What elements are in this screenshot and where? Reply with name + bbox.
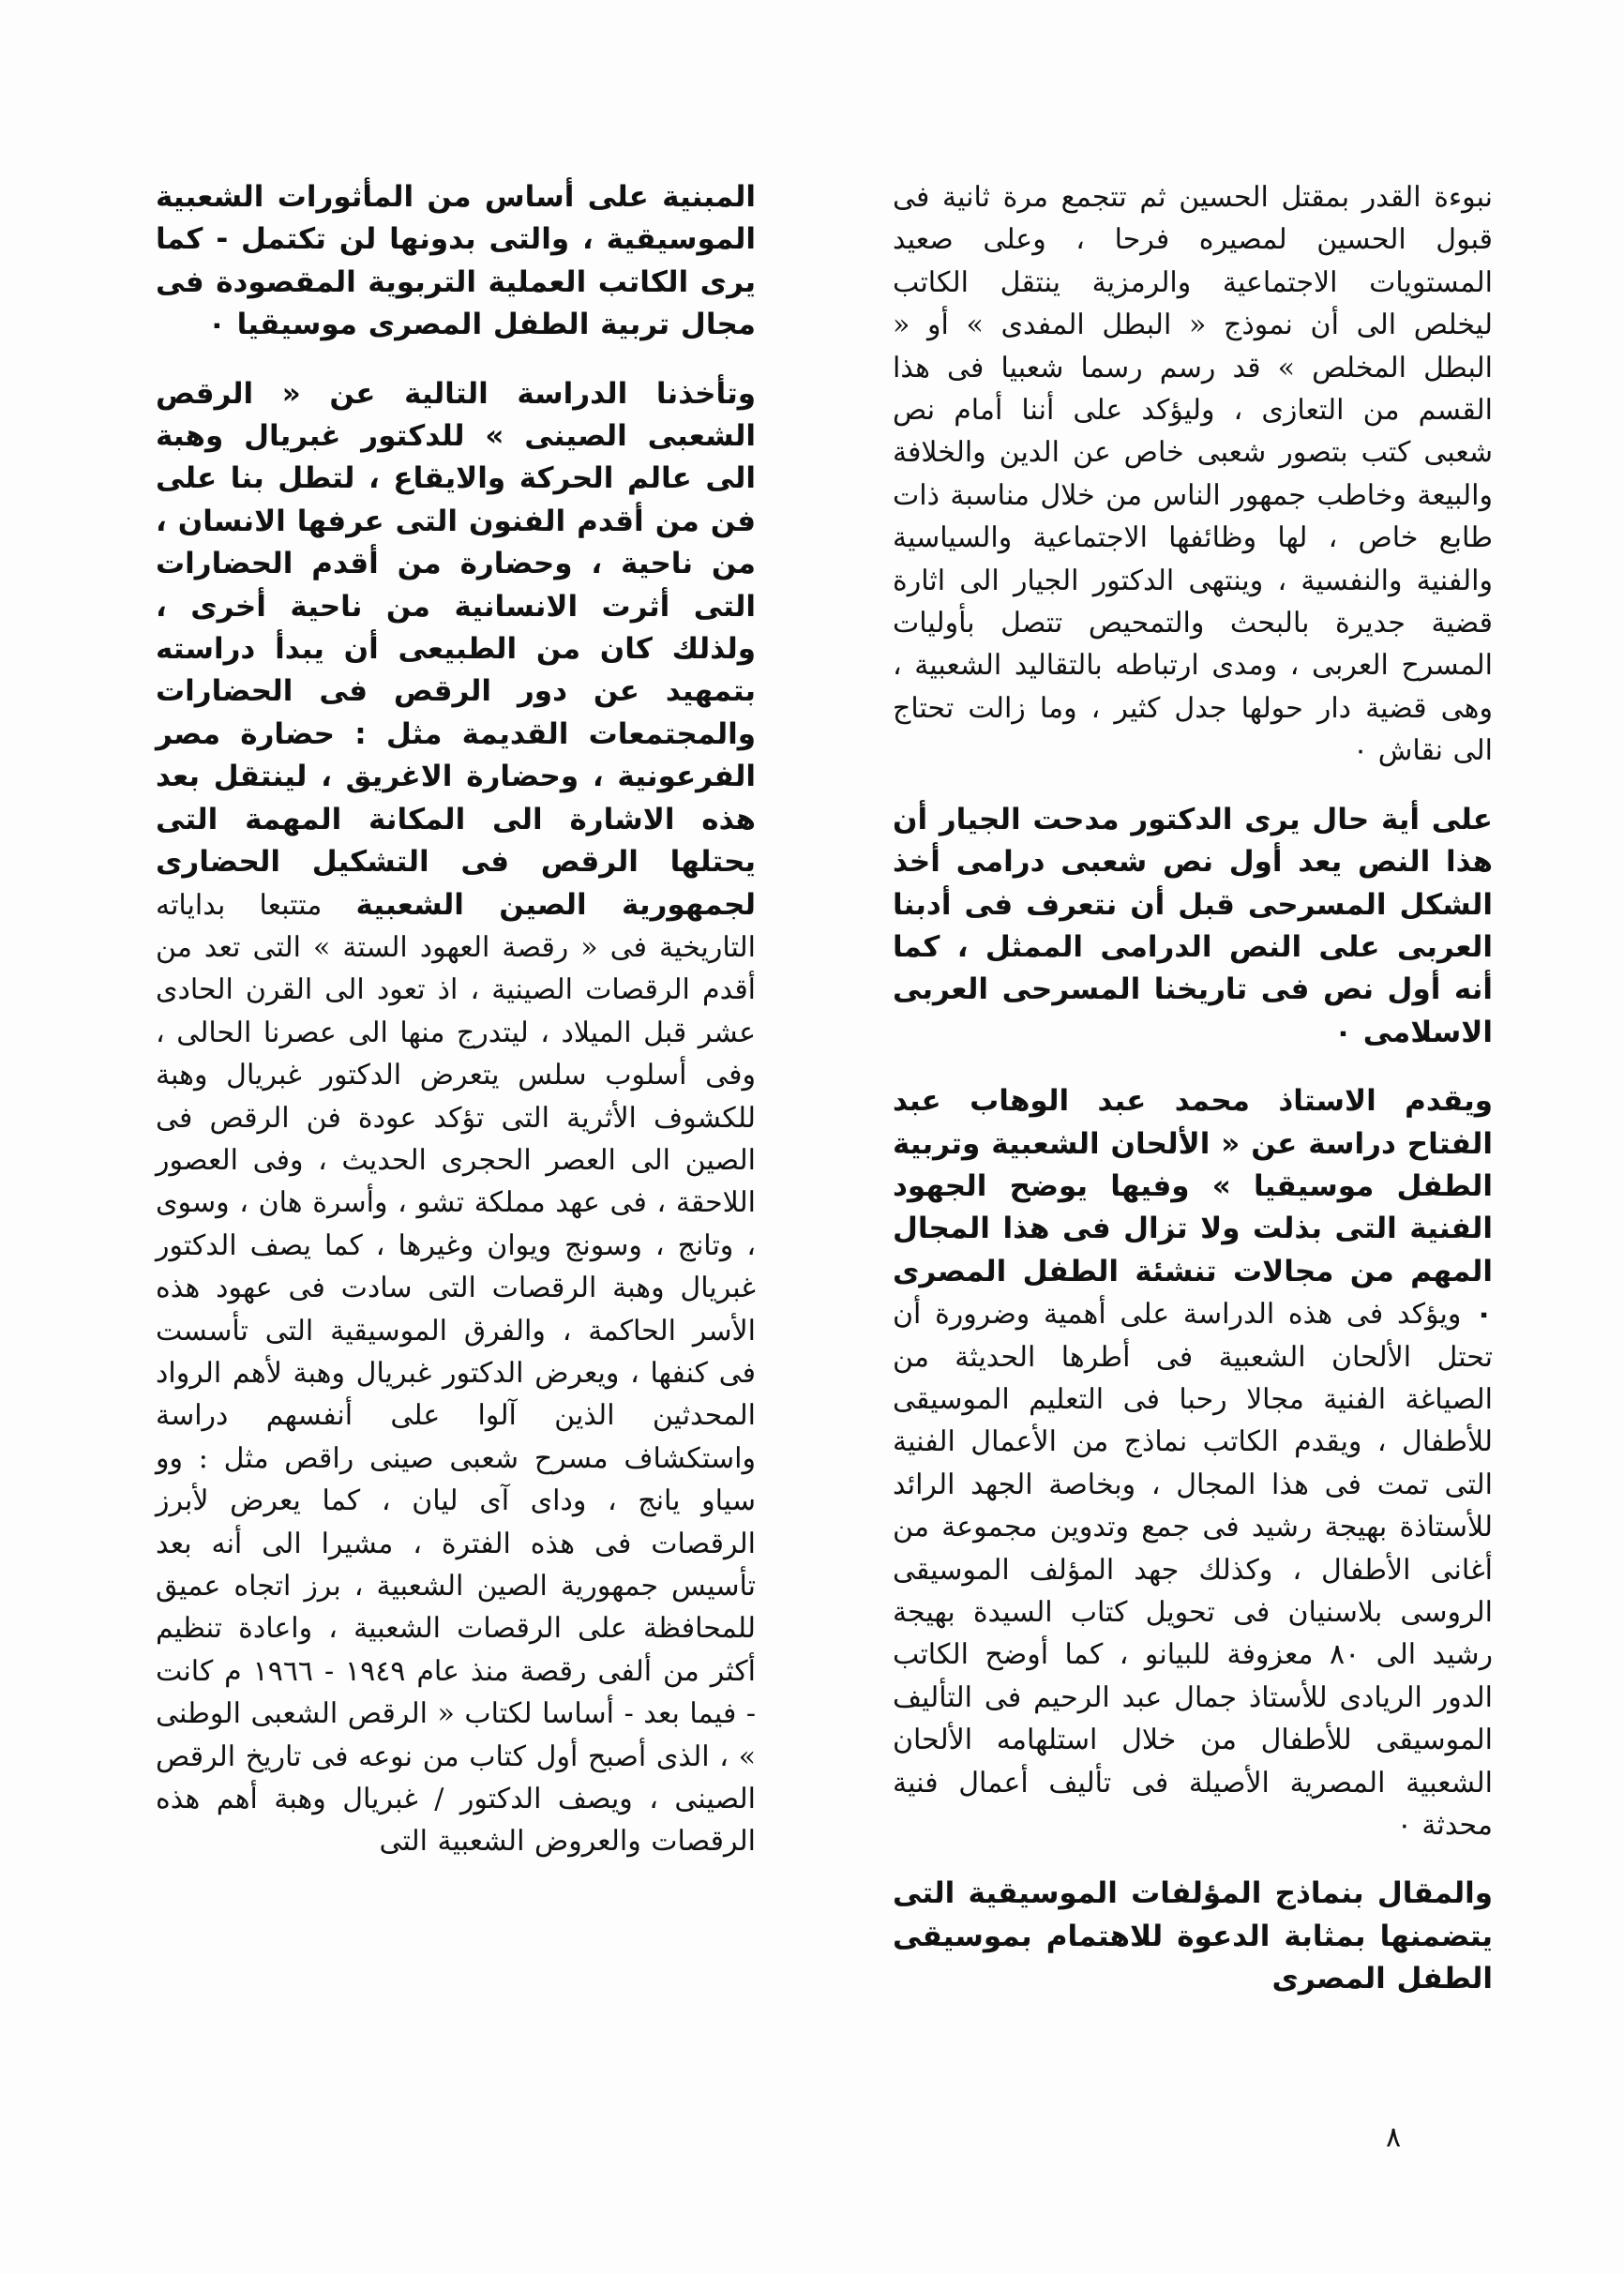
left-paragraph-2-tail: متتبعا بداياته التاريخية فى « رقصة العهود الستة » التى تعد من أقدم الرقصات الصينية ، اذ تعود الى القرن الحادى عشر قبل الميلاد ، ليتدرج منها الى عصرنا الحالى ، وفى أسلوب سلس يتعرض الدكتور غبريال وهبة للكشوف الأثرية التى تؤكد عودة فن الرقص فى الصين الى العصر الحجرى الحديث ، وفى العصور اللاحقة ، فى عهد مملكة تشو ، وأسرة هان ، وسوى ، وتانج ، وسونج ويوان وغيرها ، كما يصف الدكتور غبريال وهبة الرقصات التى سادت فى عهود هذه الأسر الحاكمة ، والفرق الموسيقية التى تأسست فى كنفها ، ويعرض الدكتور غبريال وهبة لأهم الرواد المحدثين الذين آلوا على أنفسهم دراسة واستكشاف مسرح شعبى صينى راقص مثل : وو سياو يانج ، وداى آى ليان ، كما يعرض لأبرز الرقصات فى هذه الفترة ، مشيرا الى أنه بعد تأسيس جمهورية الصين الشعبية ، برز اتجاه عميق للمحافظة على الرقصات الشعبية ، واعادة تنظيم أكثر من ألفى رقصة منذ عام ١٩٤٩ - ١٩٦٦ م كانت - فيما بعد - أساسا لكتاب « الرقص الشعبى الوطنى » ، الذى أصبح أول كتاب من نوعه فى تاريخ الرقص الصينى ، ويصف الدكتور / غبريال وهبة أهم هذه الرقصات والعروض الشعبية التى xyxy=(156,888,756,1859)
page-number: ٨ xyxy=(1386,2121,1402,2154)
paragraph-gap xyxy=(893,1054,1493,1080)
right-paragraph-2: على أية حال يرى الدكتور مدحت الجيار أن هذا النص يعد أول نص شعبى درامى أخذ الشكل المسرحى قبل أن نتعرف فى أدبنا العربى على النص الدرامى الممثل ، كما أنه أول نص فى تاريخنا المسرحى العربى الاسلامى ٠ xyxy=(893,802,1493,1049)
left-paragraph-1: المبنية على أساس من المأثورات الشعبية الموسيقية ، والتى بدونها لن تكتمل - كما يرى الكاتب العملية التربوية المقصودة فى مجال تربية الطفل المصرى موسيقيا ٠ xyxy=(156,180,756,342)
right-column xyxy=(893,176,1493,2001)
paragraph-gap xyxy=(156,347,756,373)
right-paragraph-3-tail: ويؤكد فى هذه الدراسة على أهمية وضرورة أن تحتل الألحان الشعبية فى أطرها الحديثة من الصياغة الفنية مجالا رحبا فى التعليم الموسيقى للأطفال ، ويقدم الكاتب نماذج من الأعمال الفنية التى تمت فى هذا المجال ، وبخاصة الجهد الرائد للأستاذة بهيجة رشيد فى جمع وتدوين مجموعة من أغانى الأطفال ، وكذلك جهد المؤلف الموسيقى الروسى بلاسنيان فى تحويل كتاب السيدة بهيجة رشيد الى ٨٠ معزوفة للبيانو ، كما أوضح الكاتب الدور الريادى للأستاذ جمال عبد الرحيم فى التأليف الموسيقى للأطفال من خلال استلهامه الألحان الشعبية المصرية الأصيلة فى تأليف أعمال فنية محدثة ٠ xyxy=(893,1298,1493,1843)
right-paragraph-3 xyxy=(893,1080,1493,1846)
left-column xyxy=(156,176,756,1863)
right-paragraph-3-bold: ويقدم الاستاذ محمد عبد الوهاب عبد الفتاح دراسة عن « الألحان الشعبية وتربية الطفل موسيقيا » وفيها يوضح الجهود الفنية التى بذلت ولا تزال فى هذا المجال المهم من مجالات تنشئة الطفل المصرى ٠ xyxy=(893,1084,1493,1332)
left-paragraph-2 xyxy=(156,373,756,1863)
right-paragraph-1: نبوءة القدر بمقتل الحسين ثم تتجمع مرة ثانية فى قبول الحسين لمصيره فرحا ، وعلى صعيد المستويات الاجتماعية والرمزية ينتقل الكاتب ليخلص الى أن نموذج « البطل المفدى » أو « البطل المخلص » قد رسم رسما شعبيا فى هذا القسم من التعازى ، وليؤكد على أننا أمام نص شعبى كتب بتصور شعبى خاص عن الدين والخلافة والبيعة وخاطب جمهور الناس من خلال مناسبة ذات طابع خاص ، لها وظائفها الاجتماعية والسياسية والفنية والنفسية ، وينتهى الدكتور الجيار الى اثارة قضية جديرة بالبحث والتمحيص تتصل بأوليات المسرح العربى ، ومدى ارتباطه بالتقاليد الشعبية ، وهى قضية دار حولها جدل كثير ، وما زالت تحتاج الى نقاش ٠ xyxy=(893,181,1493,768)
left-paragraph-2-bold: وتأخذنا الدراسة التالية عن « الرقص الشعبى الصينى » للدكتور غبريال وهبة الى عالم الحركة والايقاع ، لتطل بنا على فن من أقدم الفنون التى عرفها الانسان ، من ناحية ، وحضارة من أقدم الحضارات التى أثرت الانسانية من ناحية أخرى ، ولذلك كان من الطبيعى أن يبدأ دراسته بتمهيد عن دور الرقص فى الحضارات والمجتمعات القديمة مثل : حضارة مصر الفرعونية ، وحضارة الاغريق ، لينتقل بعد هذه الاشارة الى المكانة المهمة التى يحتلها الرقص فى التشكيل الحضارى لجمهورية الصين الشعبية xyxy=(156,376,756,922)
paragraph-gap xyxy=(893,1846,1493,1873)
paragraph-gap xyxy=(893,773,1493,799)
right-paragraph-4: والمقال بنماذج المؤلفات الموسيقية التى يتضمنها بمثابة الدعوة للاهتمام بموسيقى الطفل المصرى xyxy=(893,1876,1493,1996)
